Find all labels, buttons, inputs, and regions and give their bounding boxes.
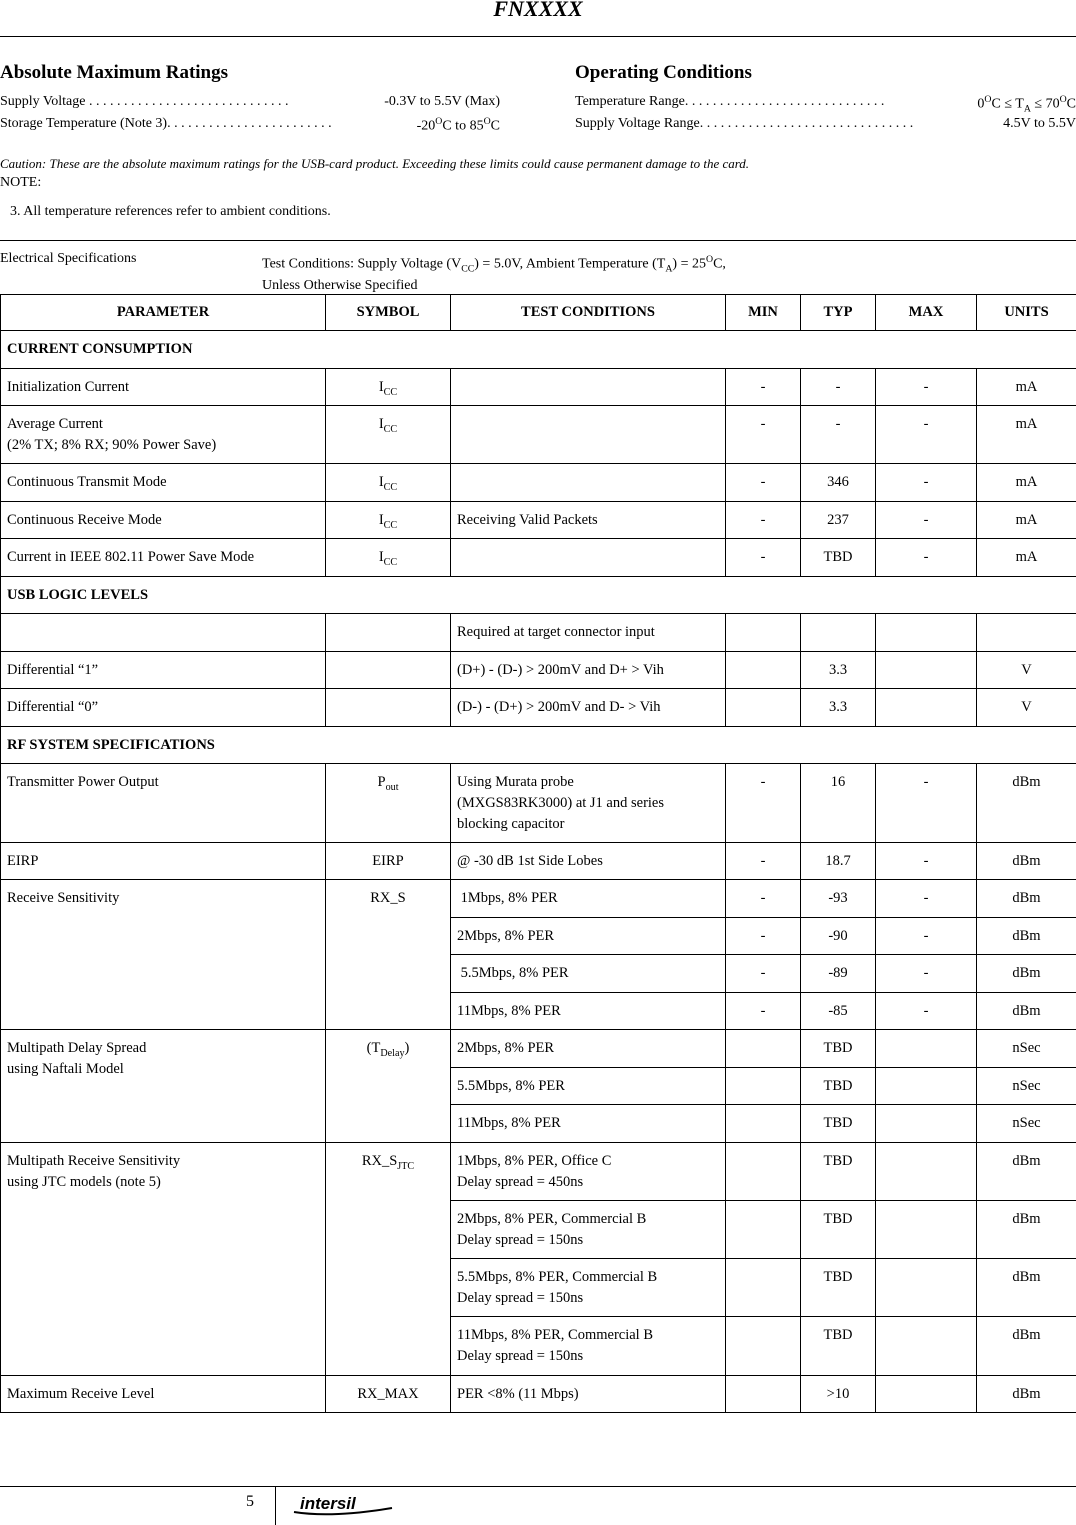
- table-row: 11Mbps, 8% PER - -85 - dBm: [1, 993, 1076, 1030]
- table-row: Differential “1” (D+) - (D-) > 200mV and D+ > Vih 3.3 V: [1, 652, 1076, 689]
- note-label: NOTE:: [0, 175, 42, 190]
- col-header: MAX: [876, 295, 977, 331]
- note-3: 3. All temperature references refer to ambient conditions.: [10, 204, 331, 219]
- table-row: Required at target connector input: [1, 614, 1076, 652]
- table-row: Multipath Delay Spread using Naftali Model $(T_{Delay})$ 2Mbps, 8% PER TBD nSec: [1, 1030, 1076, 1068]
- table-row: Continuous Transmit Mode $I_{CC}$ - 346 - mA: [1, 464, 1076, 502]
- footer-divider: [275, 1486, 276, 1525]
- table-row: Current in IEEE 802.11 Power Save Mode $I_{CC}$ - TBD - mA: [1, 539, 1076, 577]
- page-number: 5: [246, 1493, 254, 1510]
- elec-spec-label: Electrical Specifications: [0, 251, 137, 266]
- table-header-row: [1, 295, 1076, 331]
- col-header: PARAMETER: [1, 295, 326, 331]
- table-row: 5.5Mbps, 8% PER TBD nSec: [1, 1068, 1076, 1105]
- table-row: 2Mbps, 8% PER, Commercial B Delay spread = 150ns TBD dBm: [1, 1201, 1076, 1259]
- col-header: SYMBOL: [326, 295, 451, 331]
- supply-voltage-rating: Supply Voltage . . . . . . . . . . . . . . . . . . . . . . . . . . . . . -0.3V to 5.5V (Max): [0, 94, 500, 109]
- intersil-logo: [292, 1494, 402, 1518]
- section-row: RF SYSTEM SPECIFICATIONS: [1, 727, 1076, 764]
- operating-conditions-title: Operating Conditions: [575, 62, 752, 83]
- table-row: Transmitter Power Output $P_{out}$ Using Murata probe (MXGS83RK3000) at J1 and series blocking capacitor - 16 - dBm: [1, 764, 1076, 843]
- table-row: Average Current (2% TX; 8% RX; 90% Power Save) $I_{CC}$ - - - mA: [1, 406, 1076, 464]
- section-row: CURRENT CONSUMPTION: [1, 331, 1076, 369]
- table-row: 11Mbps, 8% PER, Commercial B Delay spread = 150ns TBD dBm: [1, 1317, 1076, 1376]
- table-row: 5.5Mbps, 8% PER - -89 - dBm: [1, 955, 1076, 993]
- page-header-title: FNXXXX: [493, 0, 583, 21]
- supply-voltage-range: Supply Voltage Range. . . . . . . . . . . . . . . . . . . . . . . . . . . . . . . 4.5V to 5.5V: [575, 116, 1076, 131]
- table-row: Differential “0” (D-) - (D+) > 200mV and D- > Vih 3.3 V: [1, 689, 1076, 727]
- absolute-max-title: Absolute Maximum Ratings: [0, 62, 229, 83]
- table-row: Maximum Receive Level RX_MAX PER <8% (11 Mbps) >10 dBm: [1, 1376, 1076, 1413]
- table-row: 2Mbps, 8% PER - -90 - dBm: [1, 918, 1076, 955]
- col-header: MIN: [726, 295, 801, 331]
- col-header: TEST CONDITIONS: [451, 295, 726, 331]
- footer-rule: [0, 1486, 1076, 1487]
- electrical-spec-table: [0, 294, 1076, 1413]
- temperature-range: Temperature Range. . . . . . . . . . . . . . . . . . . . . . . . . . . . . $0^OC \le T_A \le 70^OC$: [575, 94, 1076, 115]
- logo-text: intersil: [300, 1494, 356, 1513]
- table-row: Initialization Current $I_{CC}$ - - - mA: [1, 369, 1076, 406]
- section-rule: [0, 240, 1076, 241]
- caution-text: Caution: These are the absolute maximum ratings for the USB-card product. Exceeding these limits could cause permanent damage to the card.: [0, 156, 750, 171]
- table-row: 5.5Mbps, 8% PER, Commercial B Delay spread = 150ns TBD dBm: [1, 1259, 1076, 1317]
- section-row: USB LOGIC LEVELS: [1, 577, 1076, 614]
- table-row: Multipath Receive Sensitivity using JTC models (note 5) $RX\_S_{JTC}$ 1Mbps, 8% PER, Office C Delay spread = 450ns TBD dBm: [1, 1143, 1076, 1201]
- col-header: TYP: [801, 295, 876, 331]
- table-row: Receive Sensitivity RX_S 1Mbps, 8% PER - -93 - dBm: [1, 880, 1076, 918]
- table-row: EIRP EIRP @ -30 dB 1st Side Lobes - 18.7 - dBm: [1, 843, 1076, 880]
- col-header: UNITS: [977, 295, 1076, 331]
- storage-temp-rating: Storage Temperature (Note 3). . . . . . . . . . . . . . . . . . . . . . . . $-20^OC$ to $85^OC$: [0, 116, 500, 134]
- test-conditions: Test Conditions: Supply Voltage $(V_{CC}) = 5.0V$, Ambient Temperature $(T_A) = 25^OC$, Unless Otherwise Specified: [262, 254, 726, 294]
- table-row: 11Mbps, 8% PER TBD nSec: [1, 1105, 1076, 1143]
- header-rule: [0, 36, 1076, 37]
- table-row: Continuous Receive Mode $I_{CC}$ Receiving Valid Packets - 237 - mA: [1, 502, 1076, 539]
